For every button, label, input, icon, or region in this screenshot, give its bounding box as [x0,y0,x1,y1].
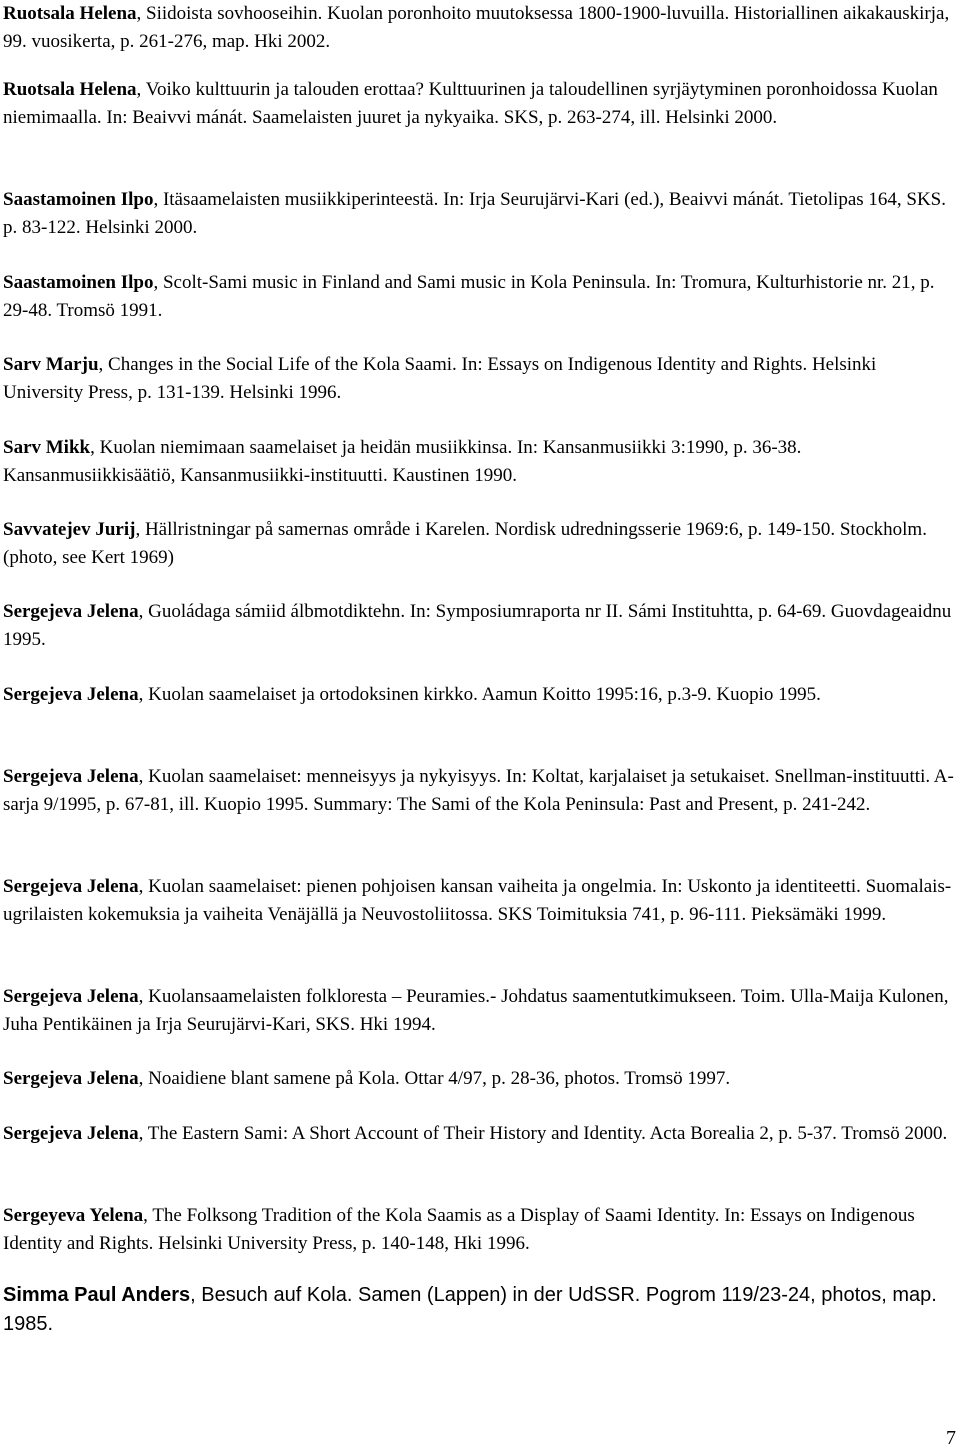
entry-author: Sergejeva Jelena [3,1123,139,1144]
entry-text: , Voiko kulttuurin ja talouden erottaa? Kulttuurinen ja taloudellinen syrjäytyminen poronhoidossa Kuolan niemimaalla. In: Beaivvi mánát. Saamelaisten juuret ja nykyaika. SKS, p. 263-274, ill. Helsinki 2000. [3,79,938,128]
bibliography-entry [3,186,955,241]
bibliography-entry [3,434,955,489]
bibliography-entry [3,0,955,55]
entry-text: , Noaidiene blant samene på Kola. Ottar 4/97, p. 28-36, photos. Tromsö 1997. [138,1068,731,1089]
entry-text: , Besuch auf Kola. Samen (Lappen) in der UdSSR. Pogrom 119/23-24, photos, map. 1985. [3,1284,937,1335]
page-number: 7 [946,1427,956,1449]
entry-author: Sergejeva Jelena [3,1068,139,1089]
entry-author: Saastamoinen Ilpo [3,272,154,293]
entry-author: Sergejeva Jelena [3,684,139,705]
entry-text: , Siidoista sovhooseihin. Kuolan poronhoito muutoksessa 1800-1900-luvuilla. Historiallinen aikakauskirja, 99. vuosikerta, p. 261-276, map. Hki 2002. [3,3,950,52]
entry-text: , Guoládaga sámiid álbmotdiktehn. In: Symposiumraporta nr II. Sámi Instituhtta, p. 64-69. Guovdageaidnu 1995. [3,601,952,650]
entry-text: , Kuolan niemimaan saamelaiset ja heidän musiikkinsa. In: Kansanmusiikki 3:1990, p. 36-38. Kansanmusiikkisäätiö, Kansanmusiikki-instituutti. Kaustinen 1990. [3,437,802,486]
entry-text: , Kuolan saamelaiset: menneisyys ja nykyisyys. In: Koltat, karjalaiset ja setukaiset. Snellman-instituutti. A-sarja 9/1995, p. 67-81, ill. Kuopio 1995. Summary: The Sami of the Kola Peninsula: Past and Present, p. 241-242. [3,766,954,815]
entry-author: Sarv Mikk [3,437,91,458]
entry-text: , Kuolan saamelaiset: pienen pohjoisen kansan vaiheita ja ongelmia. In: Uskonto ja identiteetti. Suomalais-ugrilaisten kokemuksia ja vaiheita Venäjällä ja Neuvostoliitossa. SKS Toimituksia 741, p. 96-111. Pieksämäki 1999. [3,876,952,925]
bibliography-entry [3,1281,955,1339]
entry-text: , Changes in the Social Life of the Kola Saami. In: Essays on Indigenous Identity and Rights. Helsinki University Press, p. 131-139. Helsinki 1996. [3,354,877,403]
entry-text: , The Folksong Tradition of the Kola Saamis as a Display of Saami Identity. In: Essays on Indigenous Identity and Rights. Helsinki University Press, p. 140-148, Hki 1996. [3,1205,915,1254]
entry-author: Sergeyeva Yelena [3,1205,144,1226]
entry-text: , The Eastern Sami: A Short Account of Their History and Identity. Acta Borealia 2, p. 5-37. Tromsö 2000. [138,1123,948,1144]
entry-author: Savvatejev Jurij [3,519,136,540]
entry-text: , Itäsaamelaisten musiikkiperinteestä. In: Irja Seurujärvi-Kari (ed.), Beaivvi mánát. Tietolipas 164, SKS. p. 83-122. Helsinki 2000. [3,189,946,238]
entry-text: , Hällristningar på samernas område i Karelen. Nordisk udredningsserie 1969:6, p. 149-150. Stockholm. (photo, see Kert 1969) [3,519,927,568]
bibliography-entry [3,1202,955,1257]
entry-author: Sergejeva Jelena [3,601,139,622]
bibliography-entry [3,681,955,709]
bibliography-entry [3,269,955,324]
bibliography-entry [3,351,955,406]
entry-author: Sergejeva Jelena [3,876,139,897]
entry-text: , Scolt-Sami music in Finland and Sami music in Kola Peninsula. In: Tromura, Kulturhistorie nr. 21, p. 29-48. Tromsö 1991. [3,272,935,321]
entry-author: Sergejeva Jelena [3,986,139,1007]
bibliography-entry [3,873,955,928]
bibliography-entry [3,516,955,571]
entry-author: Saastamoinen Ilpo [3,189,154,210]
bibliography-entry [3,983,955,1038]
bibliography-entry [3,76,955,131]
entry-author: Sergejeva Jelena [3,766,139,787]
bibliography-entry [3,598,955,653]
entry-author: Sarv Marju [3,354,99,375]
entry-text: , Kuolansaamelaisten folkloresta – Peuramies.- Johdatus saamentutkimukseen. Toim. Ulla-Maija Kulonen, Juha Pentikäinen ja Irja Seurujärvi-Kari, SKS. Hki 1994. [3,986,949,1035]
entry-author: Simma Paul Anders [3,1284,191,1306]
entry-text: , Kuolan saamelaiset ja ortodoksinen kirkko. Aamun Koitto 1995:16, p.3-9. Kuopio 1995. [138,684,821,705]
bibliography-entry [3,763,955,818]
bibliography-entry [3,1120,955,1148]
entry-author: Ruotsala Helena [3,79,137,100]
bibliography-entry [3,1065,955,1093]
entry-author: Ruotsala Helena [3,3,137,24]
